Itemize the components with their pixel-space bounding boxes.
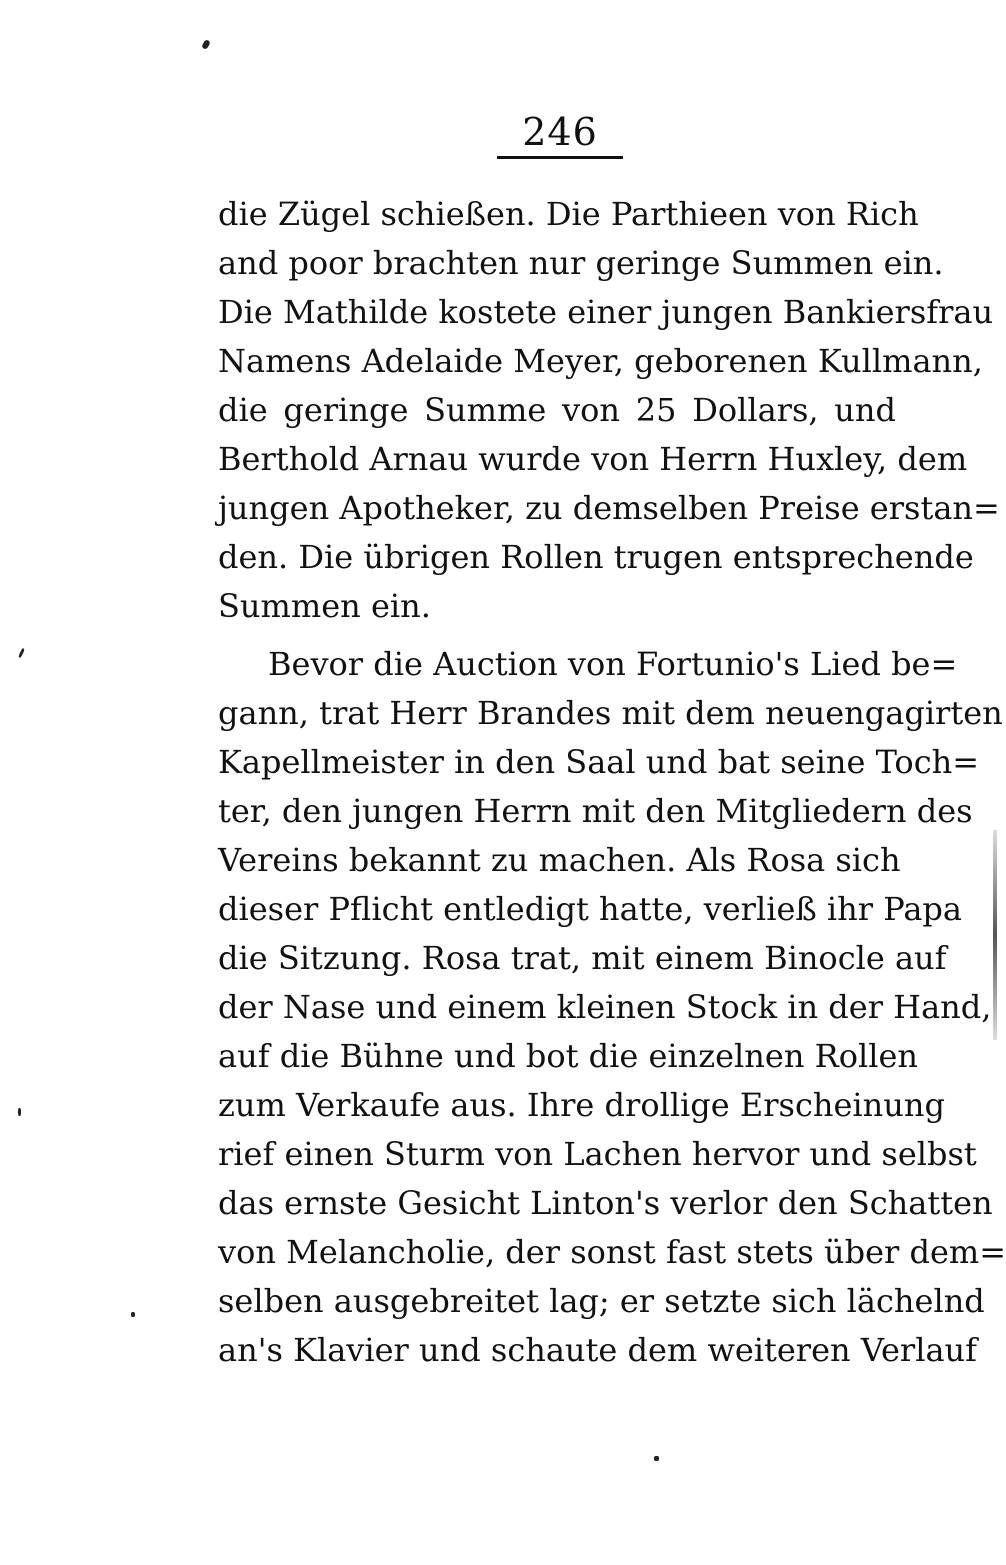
text-line: selben ausgebreitet lag; er setzte sich lächelnd <box>218 1282 985 1320</box>
text-line: der Nase und einem kleinen Stock in der Hand, <box>218 988 992 1026</box>
scan-speck <box>131 1312 135 1317</box>
page-number-rule <box>497 156 623 159</box>
text-line: die geringe Summe von 25 Dollars, und <box>218 391 896 429</box>
page-number: 246 <box>522 110 598 154</box>
text-line: die Zügel schießen. Die Parthieen von Rich <box>218 195 919 233</box>
text-line: Bevor die Auction von Fortunio's Lied be= <box>268 645 958 683</box>
text-line: Vereins bekannt zu machen. Als Rosa sich <box>218 841 901 879</box>
text-line: die Sitzung. Rosa trat, mit einem Binocle auf <box>218 939 947 977</box>
text-line: an's Klavier und schaute dem weiteren Verlauf <box>218 1331 977 1369</box>
text-line: Namens Adelaide Meyer, geborenen Kullmann, <box>218 342 983 380</box>
text-line: jungen Apotheker, zu demselben Preise erstan= <box>218 489 1000 527</box>
scan-speck <box>18 1108 21 1116</box>
text-line: zum Verkaufe aus. Ihre drollige Erscheinung <box>218 1086 945 1124</box>
body-text <box>218 190 1006 1375</box>
text-line: den. Die übrigen Rollen trugen entsprechende <box>218 538 974 576</box>
text-line: von Melancholie, der sonst fast stets über dem= <box>218 1233 1006 1271</box>
text-line: Die Mathilde kostete einer jungen Bankiersfrau <box>218 293 994 331</box>
text-line: rief einen Sturm von Lachen hervor und selbst <box>218 1135 977 1173</box>
text-line: Summen ein. <box>218 587 431 625</box>
paragraph-gap <box>218 631 896 640</box>
text-line: dieser Pflicht entledigt hatte, verließ ihr Papa <box>218 890 962 928</box>
scan-speck <box>18 648 25 658</box>
scan-speck <box>201 39 211 50</box>
text-line: gann, trat Herr Brandes mit dem neuengagirten <box>218 694 1003 732</box>
paragraph-1 <box>218 190 1000 631</box>
text-line: auf die Bühne und bot die einzelnen Rollen <box>218 1037 918 1075</box>
scan-edge-shadow <box>993 830 997 1040</box>
text-line: ter, den jungen Herrn mit den Mitgliedern des <box>218 792 973 830</box>
text-line: Berthold Arnau wurde von Herrn Huxley, dem <box>218 440 968 478</box>
text-line: and poor brachten nur geringe Summen ein. <box>218 244 944 282</box>
text-line: Kapellmeister in den Saal und bat seine Toch= <box>218 743 980 781</box>
paragraph-2 <box>218 640 1006 1375</box>
text-line: das ernste Gesicht Linton's verlor den Schatten <box>218 1184 993 1222</box>
scan-speck <box>654 1456 659 1461</box>
